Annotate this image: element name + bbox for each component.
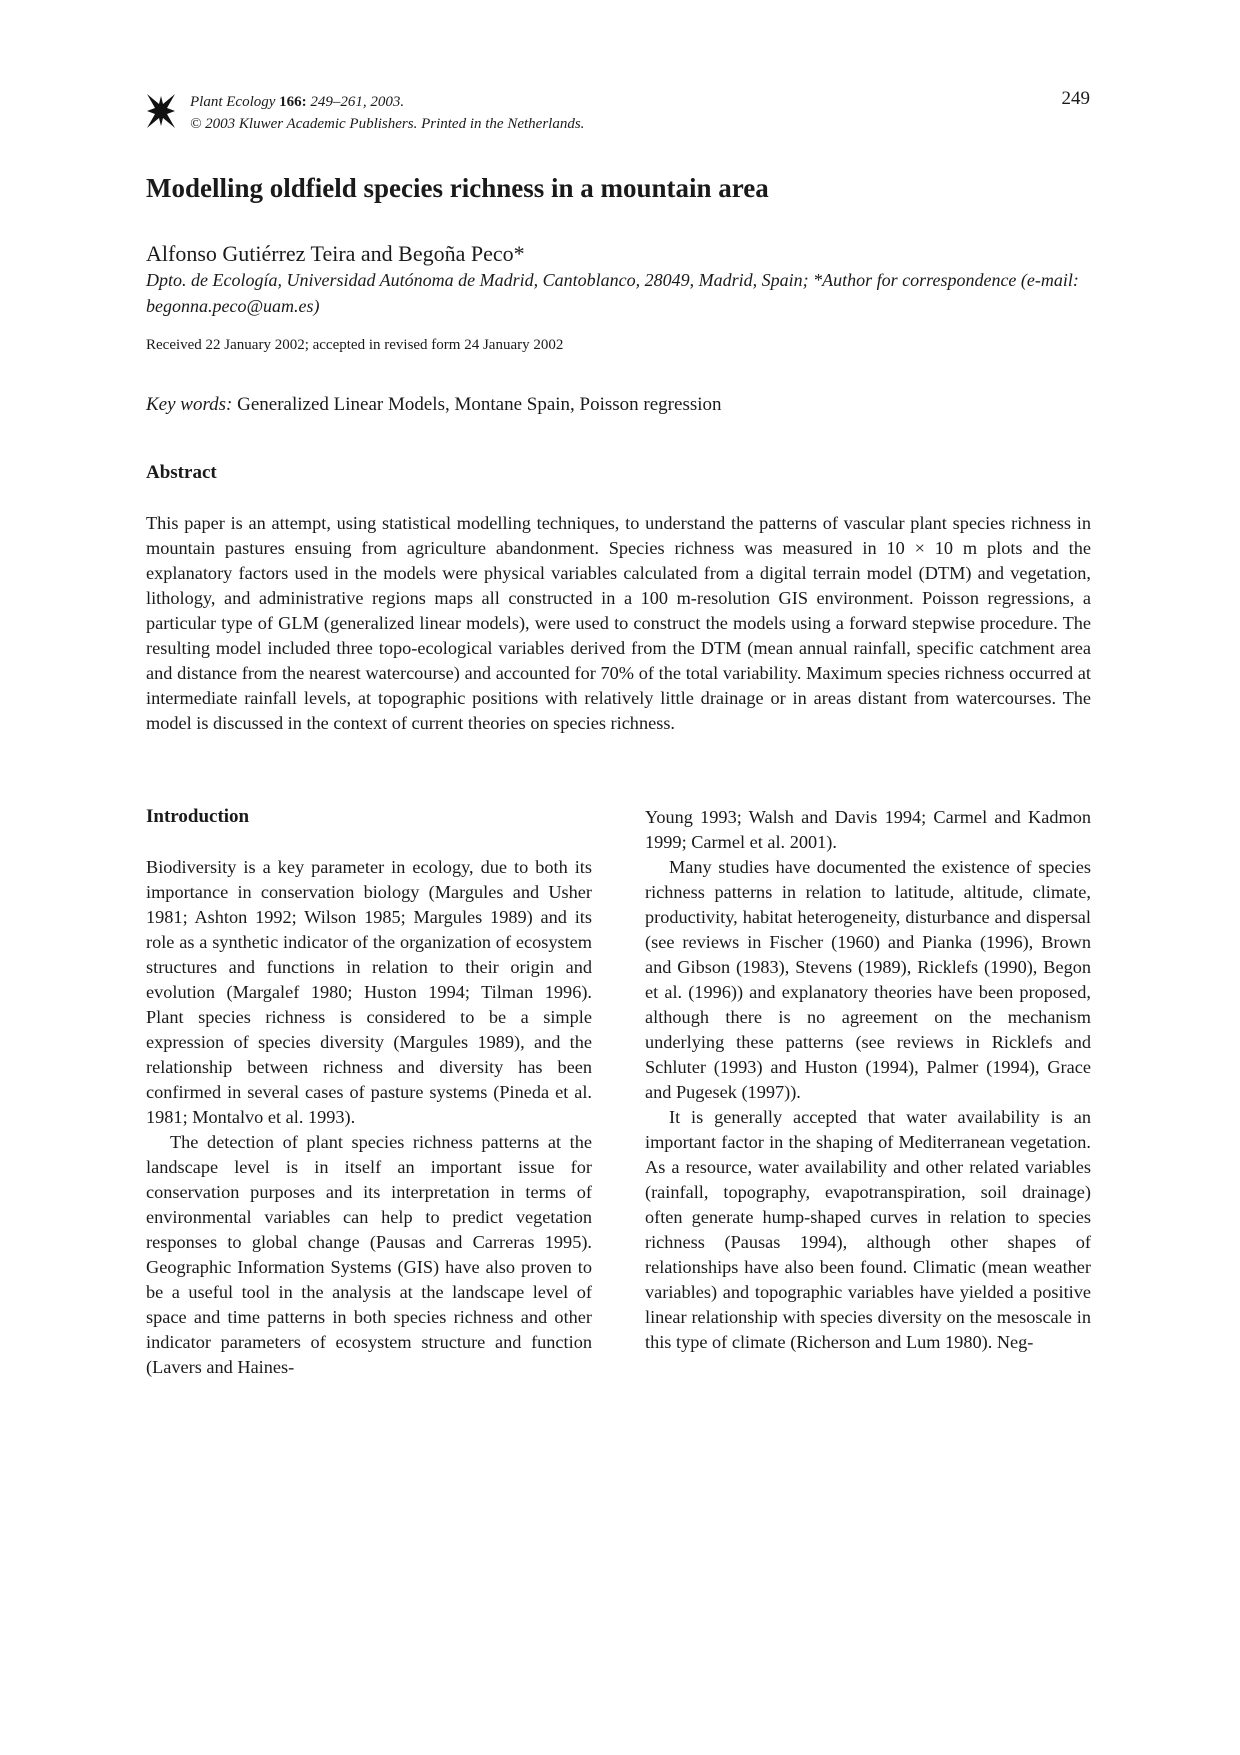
received-dates: Received 22 January 2002; accepted in revised form 24 January 2002 — [146, 337, 564, 353]
journal-name: Plant Ecology — [190, 94, 276, 110]
journal-volume: 166: — [279, 94, 307, 110]
keywords — [146, 392, 722, 418]
intro-paragraph: Biodiversity is a key parameter in ecology, due to both its importance in conservation biology (Margules and Usher 1981; Ashton 1992; Wilson 1985; Margules 1989) and its role as a synthetic indicator of the organization of ecosystem structures and functions in relation to their origin and evolution (Margalef 1980; Huston 1994; Tilman 1996). Plant species richness is considered to be a simple expression of species diversity (Margules 1989), and the relationship between richness and diversity has been confirmed in several cases of pasture systems (Pineda et al. 1981; Montalvo et al. 1993). — [146, 857, 592, 1127]
journal-header — [190, 91, 584, 135]
keywords-label: Key words: — [146, 394, 233, 415]
journal-citation — [190, 91, 584, 113]
author-affiliation: Dpto. de Ecología, Universidad Autónoma de Madrid, Cantoblanco, 28049, Madrid, Spain; *Author for correspondence (e-mail: begonna.peco@uam.es) — [146, 270, 1079, 316]
author-list: Alfonso Gutiérrez Teira and Begoña Peco* — [146, 241, 525, 266]
left-column — [146, 855, 592, 1380]
journal-pages: 249–261, 2003. — [306, 94, 405, 110]
introduction-heading: Introduction — [146, 806, 250, 827]
paper-title: Modelling oldfield species richness in a mountain area — [146, 173, 769, 203]
intro-paragraph: It is generally accepted that water availability is an important factor in the shaping of Mediterranean vegetation. As a resource, water availability and other related variables (rainfall, topography, evapotranspiration, soil drainage) often generate hump-shaped curves in relation to species richness (Pausas 1994), although other shapes of relationships have also been found. Climatic (mean weather variables) and topographic variables have yielded a positive linear relationship with species diversity on the mesoscale in this type of climate (Richerson and Lum 1980). Neg- — [645, 1107, 1091, 1352]
intro-paragraph: Young 1993; Walsh and Davis 1994; Carmel and Kadmon 1999; Carmel et al. 2001). — [645, 807, 1091, 852]
abstract-heading: Abstract — [146, 462, 217, 483]
copyright-line: © 2003 Kluwer Academic Publishers. Printed in the Netherlands. — [190, 116, 585, 132]
right-column — [645, 805, 1091, 1355]
intro-paragraph: Many studies have documented the existence of species richness patterns in relation to latitude, altitude, climate, productivity, habitat heterogeneity, disturbance and dispersal (see reviews in Fischer (1960) and Pianka (1996), Brown and Gibson (1983), Stevens (1989), Ricklefs (1990), Begon et al. (1996)) and explanatory theories have been proposed, although there is no agreement on the mechanism underlying these patterns (see reviews in Ricklefs and Schluter (1993) and Huston (1994), Palmer (1994), Grace and Pugesek (1997)). — [645, 857, 1091, 1102]
publisher-logo-icon — [145, 92, 177, 130]
intro-paragraph: The detection of plant species richness patterns at the landscape level is in itself an important issue for conservation purposes and its interpretation in terms of environmental variables can help to predict vegetation responses to global change (Pausas and Carreras 1995). Geographic Information Systems (GIS) have also proven to be a useful tool in the analysis at the landscape level of space and time patterns in both species richness and other indicator parameters of ecosystem structure and function (Lavers and Haines- — [146, 1132, 592, 1377]
abstract-text: This paper is an attempt, using statistical modelling techniques, to understand the patterns of vascular plant species richness in mountain pastures ensuing from agriculture abandonment. Species richness was measured in 10 × 10 m plots and the explanatory factors used in the models were physical variables calculated from a digital terrain model (DTM) and vegetation, lithology, and administrative regions maps all constructed in a 100 m-resolution GIS environment. Poisson regressions, a particular type of GLM (generalized linear models), were used to construct the models using a forward stepwise procedure. The resulting model included three topo-ecological variables derived from the DTM (mean annual rainfall, specific catchment area and distance from the nearest watercourse) and accounted for 70% of the total variability. Maximum species richness occurred at intermediate rainfall levels, at topographic positions with relatively little drainage or in areas distant from watercourses. The model is discussed in the context of current theories on species richness. — [146, 513, 1091, 733]
page-number: 249 — [1061, 88, 1090, 109]
keywords-text: Generalized Linear Models, Montane Spain, Poisson regression — [232, 394, 722, 415]
